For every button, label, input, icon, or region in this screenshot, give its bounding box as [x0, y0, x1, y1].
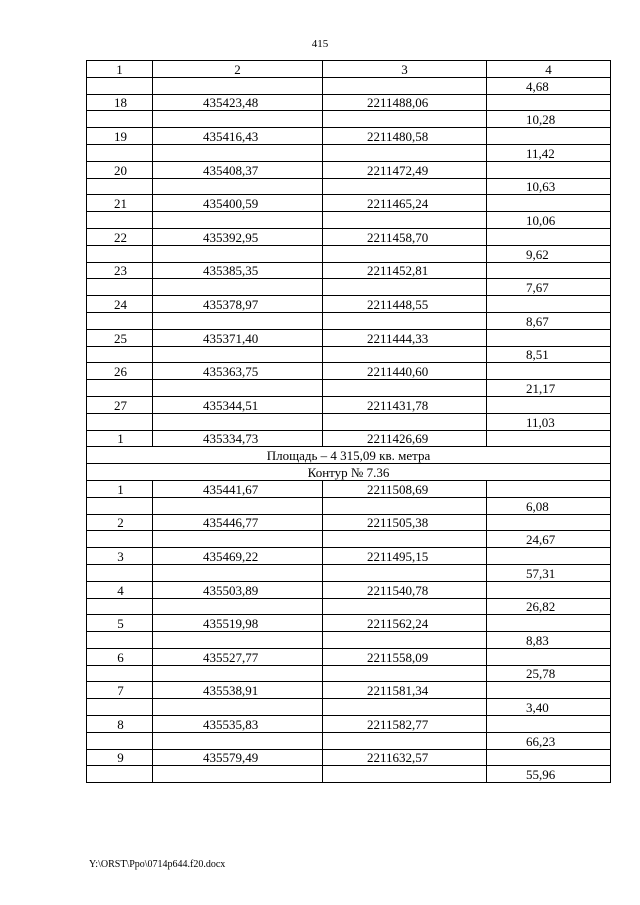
empty-cell — [87, 632, 153, 649]
empty-cell — [323, 346, 487, 363]
y-coordinate: 2211581,34 — [323, 682, 487, 699]
point-row — [87, 262, 611, 279]
empty-cell — [323, 111, 487, 128]
point-number: 8 — [87, 716, 153, 733]
y-coordinate: 2211448,55 — [323, 296, 487, 313]
empty-cell — [487, 296, 611, 313]
point-row — [87, 749, 611, 766]
distance-value: 26,82 — [487, 598, 611, 615]
distance-value: 21,17 — [487, 380, 611, 397]
distance-value: 57,31 — [487, 564, 611, 581]
empty-cell — [87, 732, 153, 749]
x-coordinate: 435538,91 — [153, 682, 323, 699]
point-row — [87, 430, 611, 447]
header-col-4: 4 — [487, 61, 611, 78]
x-coordinate: 435527,77 — [153, 648, 323, 665]
empty-cell — [487, 94, 611, 111]
y-coordinate: 2211465,24 — [323, 195, 487, 212]
point-number: 7 — [87, 682, 153, 699]
empty-cell — [323, 212, 487, 229]
empty-cell — [87, 245, 153, 262]
x-coordinate: 435371,40 — [153, 329, 323, 346]
point-number: 23 — [87, 262, 153, 279]
empty-cell — [323, 245, 487, 262]
distance-row — [87, 564, 611, 581]
empty-cell — [87, 380, 153, 397]
empty-cell — [323, 144, 487, 161]
empty-cell — [153, 699, 323, 716]
page-number: 415 — [311, 38, 329, 50]
x-coordinate: 435363,75 — [153, 363, 323, 380]
point-number: 20 — [87, 161, 153, 178]
distance-row — [87, 497, 611, 514]
distance-value: 3,40 — [487, 699, 611, 716]
x-coordinate: 435519,98 — [153, 615, 323, 632]
y-coordinate: 2211540,78 — [323, 581, 487, 598]
distance-row — [87, 732, 611, 749]
section-row — [87, 447, 611, 464]
distance-value: 25,78 — [487, 665, 611, 682]
x-coordinate: 435408,37 — [153, 161, 323, 178]
empty-cell — [87, 766, 153, 783]
section-label: Площадь – 4 315,09 кв. метра — [87, 447, 611, 464]
y-coordinate: 2211495,15 — [323, 548, 487, 565]
distance-row — [87, 111, 611, 128]
point-number: 21 — [87, 195, 153, 212]
empty-cell — [487, 682, 611, 699]
empty-cell — [153, 564, 323, 581]
empty-cell — [487, 615, 611, 632]
distance-row — [87, 632, 611, 649]
empty-cell — [323, 178, 487, 195]
empty-cell — [323, 732, 487, 749]
point-row — [87, 396, 611, 413]
distance-value: 10,63 — [487, 178, 611, 195]
empty-cell — [323, 632, 487, 649]
empty-cell — [153, 111, 323, 128]
section-row — [87, 464, 611, 481]
y-coordinate: 2211508,69 — [323, 480, 487, 497]
y-coordinate: 2211558,09 — [323, 648, 487, 665]
point-row — [87, 514, 611, 531]
empty-cell — [153, 766, 323, 783]
distance-value: 10,28 — [487, 111, 611, 128]
point-number: 18 — [87, 94, 153, 111]
distance-value: 55,96 — [487, 766, 611, 783]
empty-cell — [153, 413, 323, 430]
empty-cell — [487, 749, 611, 766]
empty-cell — [87, 77, 153, 94]
point-number: 19 — [87, 128, 153, 145]
header-col-3: 3 — [323, 61, 487, 78]
empty-cell — [487, 716, 611, 733]
x-coordinate: 435416,43 — [153, 128, 323, 145]
file-path-footer: Y:\ORST\Ppo\0714p644.f20.docx — [89, 859, 226, 870]
empty-cell — [153, 212, 323, 229]
point-row — [87, 480, 611, 497]
distance-row — [87, 346, 611, 363]
empty-cell — [153, 144, 323, 161]
distance-row — [87, 665, 611, 682]
y-coordinate: 2211431,78 — [323, 396, 487, 413]
distance-row — [87, 279, 611, 296]
empty-cell — [153, 497, 323, 514]
x-coordinate: 435579,49 — [153, 749, 323, 766]
distance-row — [87, 178, 611, 195]
empty-cell — [87, 598, 153, 615]
x-coordinate: 435441,67 — [153, 480, 323, 497]
header-col-1: 1 — [87, 61, 153, 78]
point-row — [87, 682, 611, 699]
point-row — [87, 195, 611, 212]
empty-cell — [87, 144, 153, 161]
empty-cell — [87, 312, 153, 329]
point-row — [87, 648, 611, 665]
distance-value: 66,23 — [487, 732, 611, 749]
y-coordinate: 2211458,70 — [323, 228, 487, 245]
empty-cell — [87, 111, 153, 128]
x-coordinate: 435334,73 — [153, 430, 323, 447]
empty-cell — [87, 413, 153, 430]
section-label: Контур № 7.36 — [87, 464, 611, 481]
empty-cell — [323, 766, 487, 783]
distance-value: 11,42 — [487, 144, 611, 161]
point-number: 24 — [87, 296, 153, 313]
x-coordinate: 435503,89 — [153, 581, 323, 598]
empty-cell — [87, 531, 153, 548]
empty-cell — [153, 346, 323, 363]
distance-value: 7,67 — [487, 279, 611, 296]
header-col-2: 2 — [153, 61, 323, 78]
point-row — [87, 94, 611, 111]
empty-cell — [153, 732, 323, 749]
point-row — [87, 128, 611, 145]
empty-cell — [487, 430, 611, 447]
x-coordinate: 435400,59 — [153, 195, 323, 212]
x-coordinate: 435423,48 — [153, 94, 323, 111]
distance-value: 4,68 — [487, 77, 611, 94]
empty-cell — [323, 497, 487, 514]
empty-cell — [87, 178, 153, 195]
x-coordinate: 435344,51 — [153, 396, 323, 413]
coordinates-table-body — [87, 61, 611, 783]
y-coordinate: 2211488,06 — [323, 94, 487, 111]
point-number: 2 — [87, 514, 153, 531]
empty-cell — [87, 699, 153, 716]
coordinates-table — [86, 60, 611, 783]
empty-cell — [487, 228, 611, 245]
point-number: 22 — [87, 228, 153, 245]
x-coordinate: 435392,95 — [153, 228, 323, 245]
point-number: 3 — [87, 548, 153, 565]
empty-cell — [153, 245, 323, 262]
empty-cell — [323, 665, 487, 682]
point-number: 27 — [87, 396, 153, 413]
point-number: 4 — [87, 581, 153, 598]
empty-cell — [153, 531, 323, 548]
point-row — [87, 296, 611, 313]
point-number: 1 — [87, 430, 153, 447]
empty-cell — [487, 480, 611, 497]
empty-cell — [323, 531, 487, 548]
point-number: 1 — [87, 480, 153, 497]
distance-row — [87, 144, 611, 161]
x-coordinate: 435378,97 — [153, 296, 323, 313]
empty-cell — [153, 665, 323, 682]
empty-cell — [153, 632, 323, 649]
distance-row — [87, 699, 611, 716]
empty-cell — [487, 548, 611, 565]
y-coordinate: 2211505,38 — [323, 514, 487, 531]
y-coordinate: 2211440,60 — [323, 363, 487, 380]
empty-cell — [153, 279, 323, 296]
empty-cell — [87, 665, 153, 682]
empty-cell — [487, 161, 611, 178]
point-number: 26 — [87, 363, 153, 380]
empty-cell — [153, 312, 323, 329]
x-coordinate: 435446,77 — [153, 514, 323, 531]
empty-cell — [323, 279, 487, 296]
empty-cell — [153, 598, 323, 615]
point-row — [87, 161, 611, 178]
y-coordinate: 2211632,57 — [323, 749, 487, 766]
empty-cell — [87, 497, 153, 514]
table-header-row — [87, 61, 611, 78]
distance-row — [87, 380, 611, 397]
point-row — [87, 329, 611, 346]
point-row — [87, 615, 611, 632]
empty-cell — [487, 648, 611, 665]
empty-cell — [323, 380, 487, 397]
y-coordinate: 2211480,58 — [323, 128, 487, 145]
distance-row — [87, 212, 611, 229]
point-number: 5 — [87, 615, 153, 632]
y-coordinate: 2211582,77 — [323, 716, 487, 733]
y-coordinate: 2211444,33 — [323, 329, 487, 346]
empty-cell — [323, 699, 487, 716]
distance-row — [87, 413, 611, 430]
distance-value: 24,67 — [487, 531, 611, 548]
empty-cell — [323, 77, 487, 94]
empty-cell — [87, 212, 153, 229]
empty-cell — [487, 363, 611, 380]
point-row — [87, 548, 611, 565]
empty-cell — [153, 178, 323, 195]
empty-cell — [487, 581, 611, 598]
distance-value: 10,06 — [487, 212, 611, 229]
distance-value: 9,62 — [487, 245, 611, 262]
distance-value: 8,67 — [487, 312, 611, 329]
empty-cell — [153, 380, 323, 397]
distance-value: 8,83 — [487, 632, 611, 649]
distance-row — [87, 245, 611, 262]
point-number: 9 — [87, 749, 153, 766]
distance-row — [87, 766, 611, 783]
y-coordinate: 2211426,69 — [323, 430, 487, 447]
point-row — [87, 581, 611, 598]
distance-row — [87, 312, 611, 329]
point-row — [87, 716, 611, 733]
empty-cell — [323, 413, 487, 430]
empty-cell — [487, 396, 611, 413]
distance-row — [87, 531, 611, 548]
empty-cell — [487, 195, 611, 212]
y-coordinate: 2211452,81 — [323, 262, 487, 279]
empty-cell — [323, 312, 487, 329]
distance-row — [87, 77, 611, 94]
distance-value: 8,51 — [487, 346, 611, 363]
y-coordinate: 2211472,49 — [323, 161, 487, 178]
x-coordinate: 435469,22 — [153, 548, 323, 565]
empty-cell — [87, 564, 153, 581]
empty-cell — [323, 564, 487, 581]
point-number: 25 — [87, 329, 153, 346]
point-row — [87, 228, 611, 245]
empty-cell — [487, 329, 611, 346]
point-row — [87, 363, 611, 380]
distance-row — [87, 598, 611, 615]
empty-cell — [323, 598, 487, 615]
point-number: 6 — [87, 648, 153, 665]
empty-cell — [487, 262, 611, 279]
empty-cell — [87, 346, 153, 363]
x-coordinate: 435535,83 — [153, 716, 323, 733]
empty-cell — [487, 514, 611, 531]
distance-value: 6,08 — [487, 497, 611, 514]
distance-value: 11,03 — [487, 413, 611, 430]
empty-cell — [153, 77, 323, 94]
empty-cell — [487, 128, 611, 145]
y-coordinate: 2211562,24 — [323, 615, 487, 632]
empty-cell — [87, 279, 153, 296]
x-coordinate: 435385,35 — [153, 262, 323, 279]
